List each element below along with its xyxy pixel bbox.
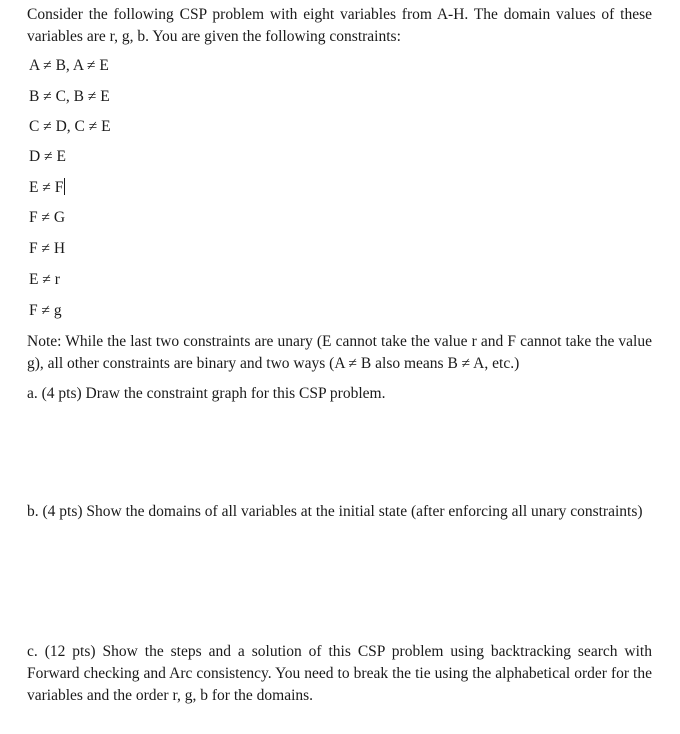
- question-a: a. (4 pts) Draw the constraint graph for this CSP problem.: [27, 385, 386, 402]
- note-paragraph: Note: While the last two constraints are unary (E cannot take the value r and F cannot take the value g), all other constraints are binary and two ways (A ≠ B also means B ≠ A, etc.): [27, 333, 652, 372]
- constraint-line-with-cursor[interactable]: [29, 178, 65, 198]
- question-b: b. (4 pts) Show the domains of all variables at the initial state (after enforcing all unary constraints): [27, 503, 643, 520]
- constraint-line: F ≠ g: [29, 302, 62, 319]
- text-cursor: [64, 178, 65, 195]
- constraint-line: B ≠ C, B ≠ E: [29, 88, 110, 105]
- constraint-line: E ≠ r: [29, 271, 60, 288]
- constraint-line: F ≠ H: [29, 240, 66, 257]
- constraint-text: E ≠ F: [29, 179, 64, 196]
- constraint-line: F ≠ G: [29, 209, 66, 226]
- intro-paragraph: Consider the following CSP problem with eight variables from A-H. The domain values of these variables are r, g, b. You are given the following constraints:: [27, 6, 652, 45]
- constraint-line: A ≠ B, A ≠ E: [29, 57, 109, 74]
- constraint-line: C ≠ D, C ≠ E: [29, 118, 111, 135]
- question-c: c. (12 pts) Show the steps and a solution of this CSP problem using backtracking search with Forward checking and Arc consistency. You need to break the tie using the alphabetical order for the variables and the order r, g, b for the domains.: [27, 643, 652, 704]
- constraint-line: D ≠ E: [29, 148, 66, 165]
